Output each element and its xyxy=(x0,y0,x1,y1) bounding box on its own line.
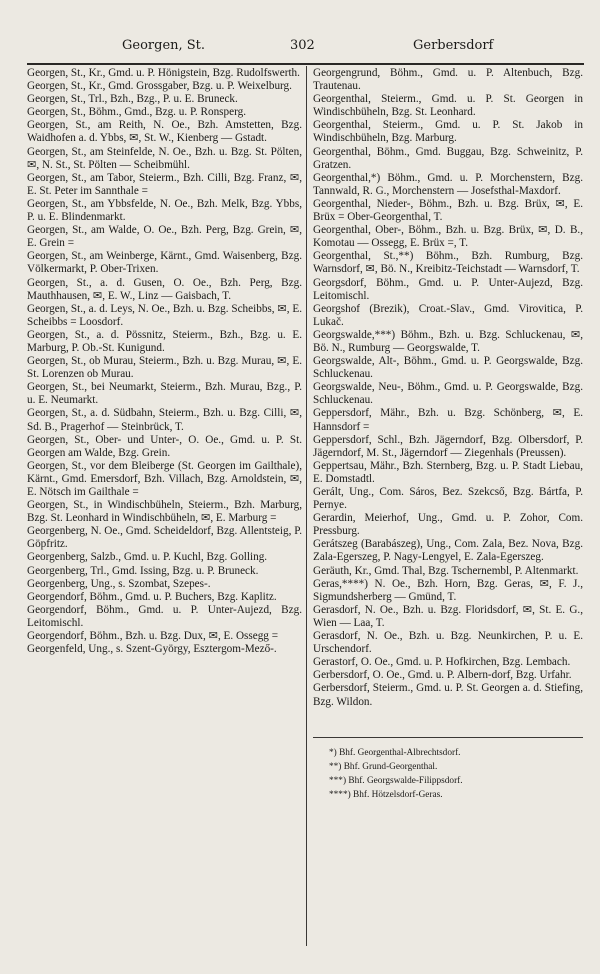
gazetteer-entry: Georgenthal, Steierm., Gmd. u. P. St. Jakob in Windischbüheln, Bzg. Marburg. xyxy=(313,119,583,145)
gazetteer-entry: Georgen, St., a. d. Gusen, O. Oe., Bzh. Perg, Bzg. Mauthhausen, ✉, E. W., Linz — Gaisbach, T. xyxy=(27,276,302,302)
gazetteer-entry: Georgenthal, Steierm., Gmd. u. P. St. Georgen in Windischbüheln, Bzg. St. Leonhard. xyxy=(313,93,583,119)
gazetteer-entry: Georgen, St., am Tabor, Steierm., Bzh. Cilli, Bzg. Franz, ✉, E. St. Peter im Sannthale = xyxy=(27,171,302,197)
gazetteer-entry: Georgengrund, Böhm., Gmd. u. P. Altenbuch, Bzg. Trautenau. xyxy=(313,67,583,93)
gazetteer-entry: Gerastorf, O. Oe., Gmd. u. P. Hofkirchen, Bzg. Lembach. xyxy=(313,656,571,669)
gazetteer-entry: Geras,****) N. Oe., Bzh. Horn, Bzg. Geras, ✉, F. J., Sigmundsherberg — Gmünd, T. xyxy=(313,577,583,603)
gazetteer-entry: Georgen, St., Trl., Bzh., Bzg., P. u. E. Bruneck. xyxy=(27,93,238,106)
gazetteer-entry: Georgen, St., a. d. Südbahn, Steierm., Bzh. u. Bzg. Cilli, ✉, Sd. B., Pragerhof — Steinbrück, T. xyxy=(27,407,302,433)
gazetteer-entry: Georgenberg, Ung., s. Szombat, Szepes-. xyxy=(27,577,211,590)
header-rule xyxy=(27,63,584,65)
gazetteer-entry: Georgendorf, Böhm., Gmd. u. P. Unter-Aujezd, Bzg. Leitomischl. xyxy=(27,603,302,629)
gazetteer-entry: Georgen, St., Kr., Gmd. Grossgaber, Bzg. u. P. Weixelburg. xyxy=(27,80,292,93)
gazetteer-entry: Georgen, St., am Steinfelde, N. Oe., Bzh. u. Bzg. St. Pölten, ✉, N. St., St. Pölten — Scheibmühl. xyxy=(27,145,302,171)
gazetteer-entry: Georgen, St., Kr., Gmd. u. P. Hönigstein, Bzg. Rudolfswerth. xyxy=(27,67,300,79)
gazetteer-entry: Georgen, St., vor dem Bleiberge (St. Georgen im Gailthale), Kärnt., Gmd. Emersdorf, Bzh. Villach, Bzg. Arnoldstein, ✉, E. Nötsch im Gailthale = xyxy=(27,459,302,498)
gazetteer-entry: Georgenfeld, Ung., s. Szent-György, Esztergom-Mező-. xyxy=(27,643,277,656)
gazetteer-entry: Gerardin, Meierhof, Ung., Gmd. u. P. Zohor, Com. Pressburg. xyxy=(313,512,583,538)
gazetteer-entry: Georgswalde, Alt-, Böhm., Gmd. u. P. Georgswalde, Bzg. Schluckenau. xyxy=(313,355,583,381)
footnotes xyxy=(313,737,583,802)
column-divider xyxy=(306,66,307,946)
gazetteer-entry: Gerátszeg (Barabászeg), Ung., Com. Zala, Bez. Nova, Bzg. Zala-Egerszeg, P. Nagy-Lengyel, E. Zala-Egerszeg. xyxy=(313,538,583,564)
gazetteer-entry: Georgenthal, Böhm., Gmd. Buggau, Bzg. Schweinitz, P. Gratzen. xyxy=(313,145,583,171)
gazetteer-entry: Gerált, Ung., Com. Sáros, Bez. Szekcső, Bzg. Bártfa, P. Pernye. xyxy=(313,486,583,512)
header-left-term: Georgen, St. xyxy=(122,38,206,53)
gazetteer-entry: Georgsdorf, Böhm., Gmd. u. P. Unter-Aujezd, Bzg. Leitomischl. xyxy=(313,276,583,302)
gazetteer-entry: Gerasdorf, N. Oe., Bzh. u. Bzg. Floridsdorf, ✉, St. E. G., Wien — Laa, T. xyxy=(313,603,583,629)
gazetteer-entry: Georgen, St., am Reith, N. Oe., Bzh. Amstetten, Bzg. Waidhofen a. d. Ybbs, ✉, St. W., Kienberg — Gstadt. xyxy=(27,119,302,145)
footnote: *) Bhf. Georgenthal-Albrechtsdorf. xyxy=(329,747,461,758)
gazetteer-entry: Georgenthal, Ober-, Böhm., Bzh. u. Bzg. Brüx, ✉, D. B., Komotau — Ossegg, E. Brüx =, T. xyxy=(313,224,583,250)
footnote: ***) Bhf. Georgswalde-Filippsdorf. xyxy=(329,775,463,786)
gazetteer-entry: Georgenthal, Nieder-, Böhm., Bzh. u. Bzg. Brüx, ✉, E. Brüx = Ober-Georgenthal, T. xyxy=(313,197,583,224)
left-column xyxy=(27,67,302,656)
gazetteer-entry: Georgenberg, Salzb., Gmd. u. P. Kuchl, Bzg. Golling. xyxy=(27,551,268,564)
gazetteer-entry: Georgswalde, Neu-, Böhm., Gmd. u. P. Georgswalde, Bzg. Schluckenau. xyxy=(313,381,583,407)
gazetteer-entry: Gerbersdorf, Steierm., Gmd. u. P. St. Georgen a. d. Stiefing, Bzg. Wildon. xyxy=(313,682,583,708)
gazetteer-entry: Georgenberg, Trl., Gmd. Issing, Bzg. u. P. Bruneck. xyxy=(27,564,259,577)
gazetteer-entry: Georgen, St., Böhm., Gmd., Bzg. u. P. Ronsperg. xyxy=(27,106,246,119)
gazetteer-entry: Gerasdorf, N. Oe., Bzh. u. Bzg. Neunkirchen, P. u. E. Urschendorf. xyxy=(313,630,583,656)
gazetteer-entry: Georgenthal,*) Böhm., Gmd. u. P. Morchenstern, Bzg. Tannwald, R. G., Morchenstern — Josefsthal-Maxdorf. xyxy=(313,171,583,197)
gazetteer-entry: Georgendorf, Böhm., Bzh. u. Bzg. Dux, ✉, E. Ossegg = xyxy=(27,630,279,643)
gazetteer-entry: Gerbersdorf, O. Oe., Gmd. u. P. Albern-dorf, Bzg. Urfahr. xyxy=(313,669,572,682)
gazetteer-entry: Geppersdorf, Mähr., Bzh. u. Bzg. Schönberg, ✉, E. Hannsdorf = xyxy=(313,407,583,433)
gazetteer-entry: Georgenberg, N. Oe., Gmd. Scheideldorf, Bzg. Allentsteig, P. Göpfritz. xyxy=(27,525,302,551)
gazetteer-entry: Georgen, St., a. d. Pössnitz, Steierm., Bzh., Bzg. u. E. Marburg, P. Ob.-St. Kunigund. xyxy=(27,328,302,354)
gazetteer-entry: Georgen, St., Ober- und Unter-, O. Oe., Gmd. u. P. St. Georgen am Walde, Bzg. Grein. xyxy=(27,433,302,459)
gazetteer-entry: Georgen, St., am Walde, O. Oe., Bzh. Perg, Bzg. Grein, ✉, E. Grein = xyxy=(27,224,302,250)
gazetteer-entry: Georgenthal, St.,**) Böhm., Bzh. Rumburg, Bzg. Warnsdorf, ✉, Bö. N., Kreibitz-Teichstadt — Warnsdorf, T. xyxy=(313,250,583,276)
gazetteer-entry: Georgen, St., am Ybbsfelde, N. Oe., Bzh. Melk, Bzg. Ybbs, P. u. E. Blindenmarkt. xyxy=(27,197,302,224)
gazetteer-entry: Georgen, St., a. d. Leys, N. Oe., Bzh. u. Bzg. Scheibbs, ✉, E. Scheibbs = Loosdorf. xyxy=(27,302,302,328)
footnote: ****) Bhf. Hötzelsdorf-Geras. xyxy=(329,789,443,800)
page-number: 302 xyxy=(290,38,315,53)
gazetteer-entry: Georgen, St., ob Murau, Steierm., Bzh. u. Bzg. Murau, ✉, E. St. Lorenzen ob Murau. xyxy=(27,355,302,381)
gazetteer-entry: Geppersdorf, Schl., Bzh. Jägerndorf, Bzg. Olbersdorf, P. Jägerndorf, M. St., Jägerndorf — Ziegenhals (Preussen). xyxy=(313,433,583,459)
right-column xyxy=(313,67,583,802)
gazetteer-entry: Geppertsau, Mähr., Bzh. Sternberg, Bzg. u. P. Stadt Liebau, E. Domstadtl. xyxy=(313,459,583,485)
footnote: **) Bhf. Grund-Georgenthal. xyxy=(329,761,438,772)
header-right-term: Gerbersdorf xyxy=(413,38,494,53)
gazetteer-entry: Georgswalde,***) Böhm., Bzh. u. Bzg. Schluckenau, ✉, Bö. N., Rumburg — Georgswalde, T. xyxy=(313,328,583,354)
gazetteer-entry: Georgen, St., in Windischbüheln, Steierm., Bzh. Marburg, Bzg. St. Leonhard in Windischbüheln, ✉, E. Marburg = xyxy=(27,499,302,525)
gazetteer-entry: Georgen, St., am Weinberge, Kärnt., Gmd. Waisenberg, Bzg. Völkermarkt, P. Ober-Trixen. xyxy=(27,250,302,276)
gazetteer-entry: Georgshof (Brezik), Croat.-Slav., Gmd. Virovitica, P. Lukač. xyxy=(313,302,583,328)
page-header xyxy=(0,38,600,60)
gazetteer-entry: Georgen, St., bei Neumarkt, Steierm., Bzh. Murau, Bzg., P. u. E. Neumarkt. xyxy=(27,381,302,407)
gazetteer-entry: Georgendorf, Böhm., Gmd. u. P. Buchers, Bzg. Kaplitz. xyxy=(27,590,277,603)
gazetteer-entry: Geräuth, Kr., Gmd. Thal, Bzg. Tschernembl, P. Altenmarkt. xyxy=(313,564,579,577)
